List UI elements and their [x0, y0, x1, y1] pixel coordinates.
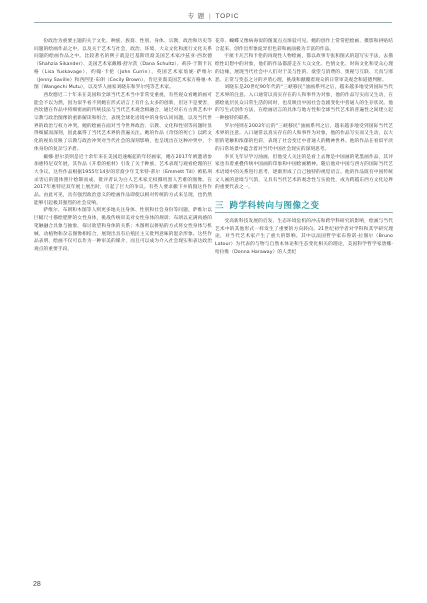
paragraph: 受高新科技发展的启发，生态环境危机的冲击和跨学科研究的影响，绘画与当代艺术中的其他形式一样发生了重要的方向转向。21世纪初学者对学科和其学研究理论，对当代艺术家产生了重大的影响。其中以法国哲学家布鲁诺·拉图尔（Bruno Latour）为代表的与物与自然本体论和生态变化相关的理论，美国科学哲学家唐娜·哈拉维（Donna Haraway）的人类纪 [215, 219, 393, 255]
paragraph: 宇航卡瓦吉和卡伦的再现性人物绘画，都以故事专张和图式的超写实手法，去描绘性幻想中的对象，他们的作品都游走在大众文化、色情文化、时尚文化和受众心理的边缘，展现当代社会中人们对于美与性的、欲望与消费的、奥秘与互联、天真与邪恶、正常与变态之分的矛盾心理，挑战和颠覆着观众的日常审美观念和道德判断。 [215, 54, 393, 83]
paragraph: 份政治为重要主题的关于文化、种族、族裔、性别、身体、宗教、政治和历史等问题的绘画作品之中，以及关于艺术与社会、政治、环境、大众文化和流行文化关系问题的绘画作品之中。比较著名的例子就是巴基斯坦裔美国艺术家沙兹亚·西坎德（Shahzia Sikander）、美国艺术家戴娜·舒尔茨（Dana Schultz）、莉莎·于斯卡瓦格（Lisa Yuskavage）、约翰·卡伦（John Currin）、英国艺术家詹妮·萨维尔（Jenny Saville）和西西里·布朗（Cecily Brown）、肯尼亚裔美国艺术家万格驰·木图（Wangechi Mutu），以及华人画家刘晓东和罗尔纯等艺术家。 [34, 39, 212, 91]
paragraph: 刘晓东是20世纪90年代的“三峡移民”油画系列之后，越来越多地受到国际当代艺术界的注意。入口通常以真实存在的人和事件为对象，他的作品写实而又生动，在描绘底层民众日常生活的同时，也反映出中国社会急剧变化中普通人的生存状况。他的写生式创作方法，在绘画语言的具体与地方性和全球当代艺术的普遍性之间建立起一种独特的联系。 [215, 85, 393, 122]
topic-label: TOPIC [215, 13, 240, 20]
right-column [215, 38, 393, 586]
page-number: 28 [33, 581, 41, 588]
section-number: 三 [215, 201, 224, 212]
paragraph: 罗尔纯则在2003年后的“三峡移民”油画系列之后，越来越多地受到国际当代艺术界的注意。入口通常以真实存在的人和事件为对象，他的作品写实而又生动，以大胆的笔触和浓郁的色彩，表现了社会变迁中普通人的精神世界。他的作品在看似平淡的日常场景中蕴含着对当代中国社会现实的深刻思考。 [215, 123, 393, 152]
section-heading [215, 198, 393, 213]
paragraph: 戴娜·舒尔茨则是近十余年来在美国迅速崛起的年轻画家，她在2017年被邀请参加惠特尼双年展，其作品《开着的棺材》引发了关于种族、艺术表现与观看伦理的巨大争议。这件作品根据1955年14岁的非裔少年艾米特·蒂尔（Emmett Till）被私刑杀害后的遗体照片绘制而成，批评者认为白人艺术家无权挪用黑人苦难的图像。在2017年惠特尼双年展上展出时，引起了巨大的争议。有些人要求撤下并销毁这件作品。由此可见，具有强烈政治意义的绘画作品即使以相对传统的方式来呈现，也仍然能够引起极其强烈的社会反响。 [34, 154, 212, 206]
left-column [34, 38, 212, 586]
paragraph: 西坎德近二十年来在美国和全球当代艺术当中非常受重视，有些观众看她的画可能会不以为然，因为似乎看不到她在形式语言上有什么太多的创新，但这不是要害，西坎德在作品中将细密画的传统技法与当代艺术观念相融合，通过对东方古典艺术中宗教与政治图像的重新解读和组合，表现全球化语境中的身份认同问题，以及当代世界的政治与权力冲突。她的绘画在面对当今世界政治、宗教、文化和性别等问题时显得细腻而深刻，因此赢得了当代艺术界的普遍关注。她的作品《奇怪的死亡》以跨文化的视角反映了宗教与政治冲突对当代社会的深刻影响，也呈现出在这种冲突中，个体身份的复杂与矛盾。 [34, 92, 212, 152]
paragraph: 李贝飞年早学习油画，但他受人关注的是看上去像是中国画的笔墨画作品，其评家也有着重叠传统中国画的印象和中国绘画精神。随后他对中国与西方的国际当代艺术语境中的关系进行思考，逐渐形成了自己独特的视觉语言。他的作品既有中国传统文人画的意境与气韵，又具有当代艺术的观念性与实验性，成为跨越东西方文化边界的重要代表之一。 [215, 154, 393, 191]
paragraph: 花草、蝴蝶又像病毒似的图案点点斑驳可见。她的创作上常常把绘画、摄影和拼贴结合起来，创作出形象诡异但色彩和画面极为丰富的作品。 [215, 39, 393, 52]
paragraph: 萨维尔、布朗和木图等人则更多地关注身体、性别和社会身份等问题。萨维尔以巨幅尺寸描绘肥胖的女性身体，挑战传统审美对女性身体的规训；布朗以充满肉感的笔触融合具象与抽象，探讨欲望和身体的关系；木图则以拼贴的方式将女性身体与机械、动植物和杂志图像相结合，展现出具有后殖民主义批判意味的混杂形象。这些作品表明，绘画不仅可以作为一种审美的媒介，而且可以成为介入社会现实和表达政治观点的重要手段。 [34, 208, 212, 252]
header-rule [34, 22, 392, 23]
section-title: 跨学科转向与图像之变 [229, 201, 320, 212]
header-separator: | [208, 13, 212, 20]
section-label: 专 题 [187, 13, 205, 20]
